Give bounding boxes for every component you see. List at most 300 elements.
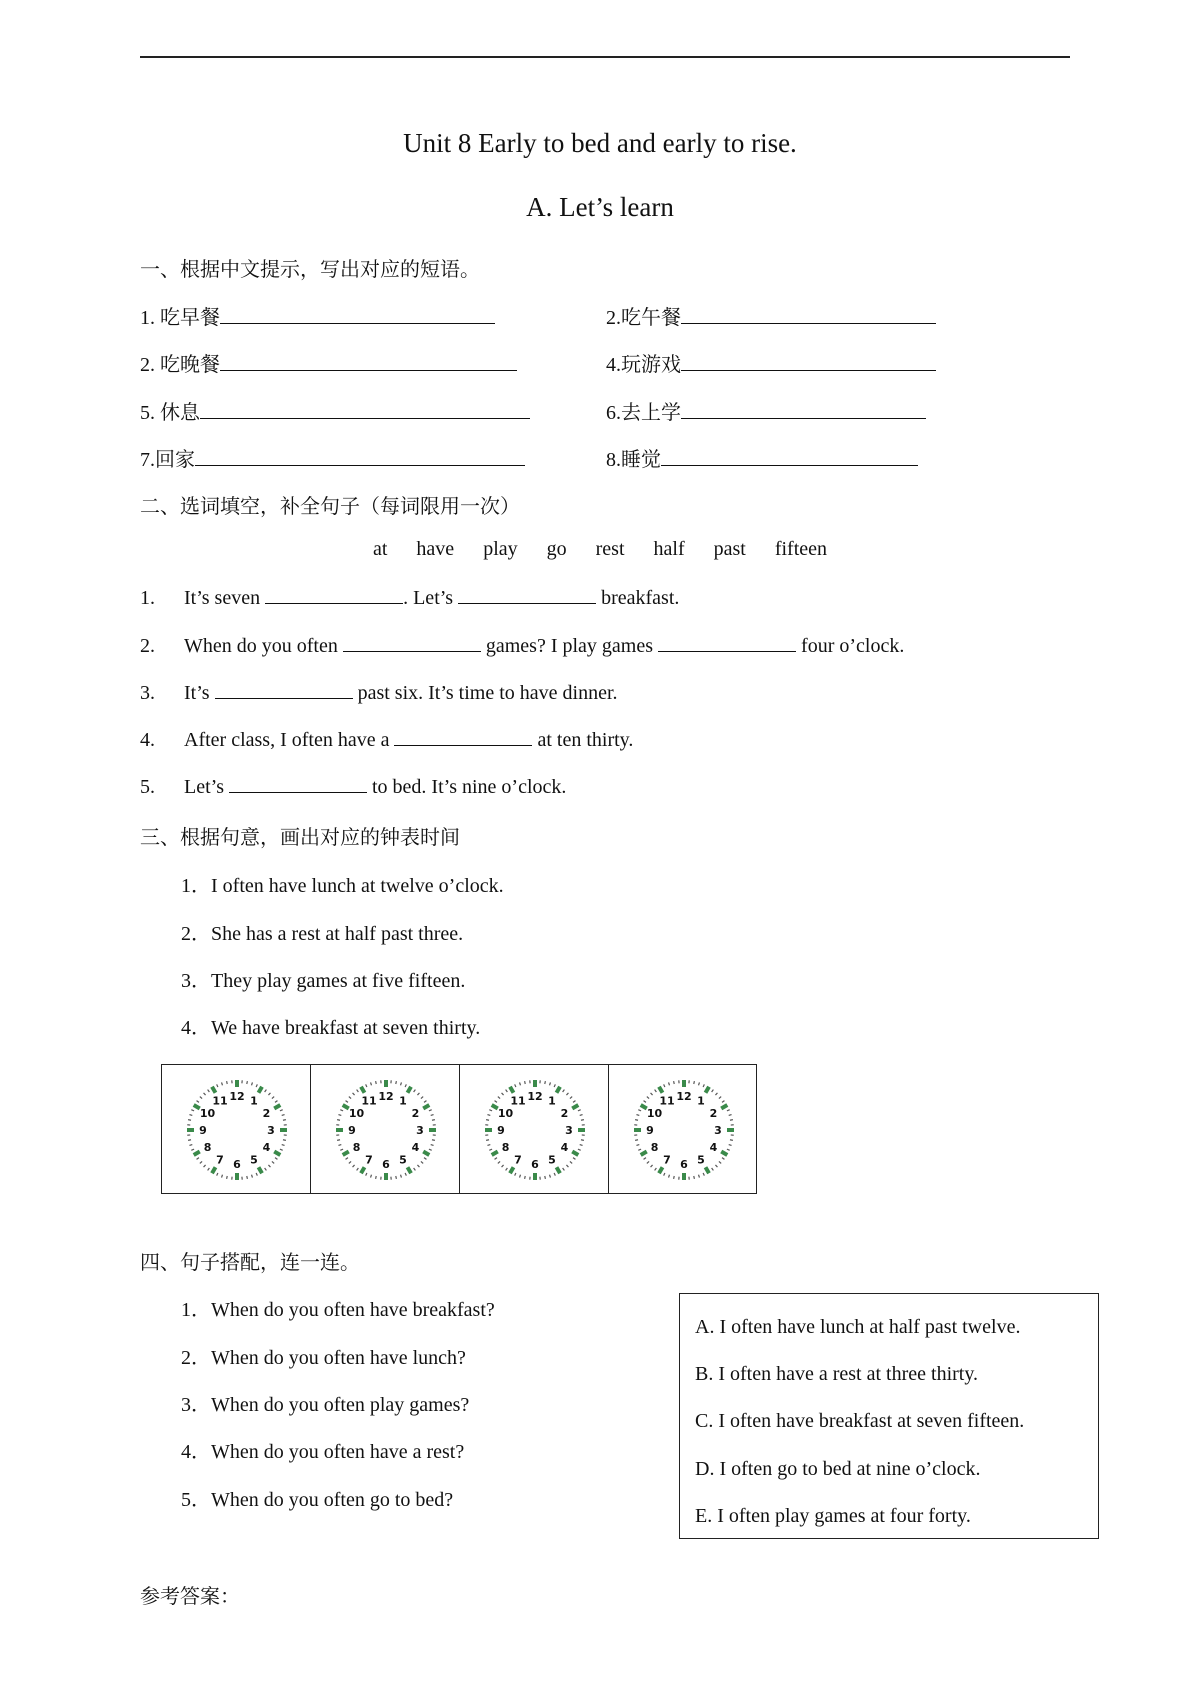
- word-bank-item: rest: [595, 538, 625, 560]
- minute-tick: [674, 1176, 675, 1179]
- clock-numeral: 8: [650, 1141, 659, 1154]
- minute-tick: [431, 1145, 434, 1146]
- hour-tick: [361, 1087, 365, 1093]
- minute-tick: [200, 1161, 202, 1163]
- hour-tick: [706, 1087, 710, 1093]
- minute-tick: [197, 1158, 199, 1160]
- minute-tick: [699, 1175, 700, 1178]
- clock-numeral: 7: [514, 1153, 522, 1167]
- answer-key-label: 参考答案：: [140, 1586, 240, 1608]
- minute-tick: [674, 1081, 675, 1084]
- minute-tick: [376, 1176, 377, 1179]
- s1-item-7-blank[interactable]: [195, 447, 525, 466]
- hour-tick: [659, 1167, 663, 1173]
- clock-cell-1: [161, 1064, 311, 1194]
- match-option-e: E. I often play games at four forty.: [695, 1505, 971, 1527]
- minute-tick: [655, 1168, 657, 1170]
- minute-tick: [417, 1093, 419, 1095]
- s2-text: . Let’s: [403, 587, 459, 609]
- minute-tick: [506, 1090, 508, 1092]
- clock-numeral: 8: [203, 1141, 212, 1154]
- s2-text: four o’clock.: [796, 635, 905, 657]
- minute-tick: [204, 1093, 206, 1095]
- section2-heading: 二、选词填空，补全句子（每词限用一次）: [140, 496, 520, 518]
- s2-text: at ten thirty.: [532, 729, 634, 751]
- hour-tick: [557, 1167, 561, 1173]
- clock-face-icon[interactable]: [325, 1077, 447, 1183]
- hour-tick: [423, 1152, 429, 1156]
- minute-tick: [727, 1110, 730, 1111]
- minute-tick: [401, 1082, 402, 1085]
- clock-face-icon[interactable]: [176, 1077, 298, 1183]
- hour-tick: [361, 1167, 365, 1173]
- match-options-box: [679, 1293, 1099, 1539]
- clock-numeral: 4: [262, 1141, 271, 1154]
- minute-tick: [502, 1093, 504, 1095]
- s3-item-4: 4．We have breakfast at seven thirty.: [181, 1017, 481, 1039]
- clock-numeral: 11: [659, 1094, 675, 1108]
- minute-tick: [337, 1120, 340, 1121]
- minute-tick: [280, 1110, 283, 1111]
- hour-tick: [721, 1152, 727, 1156]
- minute-tick: [349, 1097, 351, 1099]
- clock-numeral: 11: [510, 1094, 526, 1108]
- minute-tick: [346, 1158, 348, 1160]
- minute-tick: [729, 1115, 732, 1116]
- clock-cell-4: [608, 1064, 757, 1194]
- minute-tick: [337, 1140, 340, 1141]
- s1-item-3-blank[interactable]: [220, 352, 517, 371]
- hour-tick: [408, 1167, 412, 1173]
- minute-tick: [283, 1140, 286, 1141]
- minute-tick: [489, 1110, 492, 1111]
- fill-blank[interactable]: [215, 680, 353, 699]
- hour-tick: [343, 1105, 349, 1109]
- minute-tick: [647, 1097, 649, 1099]
- minute-tick: [275, 1101, 277, 1103]
- s1-item-7: [140, 443, 525, 472]
- hour-tick: [212, 1167, 216, 1173]
- fill-blank[interactable]: [658, 633, 796, 652]
- section3-heading: 三、根据句意，画出对应的钟表时间: [140, 827, 460, 849]
- s2-text: to bed. It’s nine o’clock.: [367, 776, 567, 798]
- clock-cell-3: [459, 1064, 609, 1194]
- minute-tick: [208, 1090, 210, 1092]
- clock-numeral: 5: [399, 1153, 407, 1167]
- fill-blank[interactable]: [394, 727, 532, 746]
- minute-tick: [638, 1149, 641, 1150]
- minute-tick: [414, 1168, 416, 1170]
- clock-numeral: 2: [411, 1107, 420, 1120]
- minute-tick: [338, 1145, 341, 1146]
- section4-heading: 四、句子搭配，连一连。: [140, 1252, 360, 1274]
- minute-tick: [495, 1101, 497, 1103]
- minute-tick: [396, 1081, 397, 1084]
- minute-tick: [424, 1101, 426, 1103]
- s2-text: When do you often: [184, 635, 343, 657]
- s1-item-8: [606, 443, 918, 472]
- word-bank-item: go: [546, 538, 567, 560]
- minute-tick: [417, 1165, 419, 1167]
- s3-item-1: 1．I often have lunch at twelve o’clock.: [181, 875, 504, 897]
- minute-tick: [636, 1115, 639, 1116]
- clock-numeral: 8: [352, 1141, 361, 1154]
- minute-tick: [424, 1158, 426, 1160]
- fill-blank[interactable]: [229, 774, 367, 793]
- minute-tick: [431, 1115, 434, 1116]
- s2-num: 3.: [140, 682, 155, 704]
- clock-numeral: 9: [646, 1124, 654, 1137]
- hour-tick: [572, 1152, 578, 1156]
- minute-tick: [703, 1173, 704, 1176]
- s4-question-3: 3．When do you often play games?: [181, 1394, 470, 1416]
- minute-tick: [265, 1168, 267, 1170]
- s1-item-5-label: 5. 休息: [140, 402, 200, 424]
- hour-tick: [343, 1152, 349, 1156]
- hour-tick: [721, 1105, 727, 1109]
- minute-tick: [570, 1097, 572, 1099]
- word-bank-item: half: [653, 538, 685, 560]
- clock-numeral: 2: [709, 1107, 718, 1120]
- minute-tick: [554, 1173, 555, 1176]
- minute-tick: [189, 1145, 192, 1146]
- clock-numeral: 9: [348, 1124, 356, 1137]
- clock-numeral: 7: [663, 1153, 671, 1167]
- hour-tick: [557, 1087, 561, 1093]
- s1-item-4: [606, 348, 936, 377]
- minute-tick: [730, 1120, 733, 1121]
- s1-item-8-label: 8.睡觉: [606, 449, 661, 471]
- minute-tick: [655, 1090, 657, 1092]
- minute-tick: [699, 1082, 700, 1085]
- minute-tick: [581, 1120, 584, 1121]
- minute-tick: [636, 1145, 639, 1146]
- minute-tick: [247, 1176, 248, 1179]
- match-option-c: C. I often have breakfast at seven fifteen.: [695, 1410, 1025, 1432]
- minute-tick: [489, 1149, 492, 1150]
- minute-tick: [669, 1082, 670, 1085]
- minute-tick: [268, 1093, 270, 1095]
- clock-numeral: 6: [680, 1158, 688, 1171]
- clock-numeral: 2: [262, 1107, 271, 1120]
- minute-tick: [644, 1158, 646, 1160]
- minute-tick: [498, 1161, 500, 1163]
- minute-tick: [727, 1149, 730, 1150]
- minute-tick: [349, 1161, 351, 1163]
- s1-item-7-label: 7.回家: [140, 449, 195, 471]
- clock-numeral: 6: [233, 1158, 241, 1171]
- clock-face-icon[interactable]: [474, 1077, 596, 1183]
- minute-tick: [189, 1115, 192, 1116]
- s2-text: past six. It’s time to have dinner.: [352, 682, 618, 704]
- minute-tick: [635, 1140, 638, 1141]
- hour-tick: [194, 1152, 200, 1156]
- s1-item-3: [140, 348, 517, 377]
- fill-blank[interactable]: [343, 633, 481, 652]
- section1-heading: 一、根据中文提示，写出对应的短语。: [140, 259, 480, 281]
- minute-tick: [204, 1165, 206, 1167]
- s2-num: 2.: [140, 635, 155, 657]
- minute-tick: [282, 1145, 285, 1146]
- minute-tick: [338, 1115, 341, 1116]
- minute-tick: [525, 1176, 526, 1179]
- minute-tick: [545, 1081, 546, 1084]
- s2-sentence-5: [140, 774, 566, 799]
- s2-sentence-3: [140, 680, 618, 705]
- fill-blank[interactable]: [458, 585, 596, 604]
- minute-tick: [283, 1120, 286, 1121]
- minute-tick: [694, 1176, 695, 1179]
- minute-tick: [282, 1115, 285, 1116]
- minute-tick: [421, 1161, 423, 1163]
- clock-numeral: 3: [714, 1124, 722, 1137]
- minute-tick: [573, 1101, 575, 1103]
- top-rule: [140, 56, 1070, 58]
- s1-item-3-label: 2. 吃晚餐: [140, 354, 220, 376]
- minute-tick: [272, 1161, 274, 1163]
- minute-tick: [357, 1090, 359, 1092]
- minute-tick: [197, 1101, 199, 1103]
- minute-tick: [346, 1101, 348, 1103]
- hour-tick: [492, 1105, 498, 1109]
- hour-tick: [659, 1087, 663, 1093]
- s4-question-4: 4．When do you often have a rest?: [181, 1441, 465, 1463]
- minute-tick: [486, 1140, 489, 1141]
- minute-tick: [188, 1140, 191, 1141]
- s1-item-2: [606, 301, 936, 330]
- match-option-a: A. I often have lunch at half past twelve.: [695, 1316, 1021, 1338]
- minute-tick: [719, 1097, 721, 1099]
- word-bank: [0, 538, 1200, 561]
- clock-numeral: 9: [199, 1124, 207, 1137]
- minute-tick: [222, 1082, 223, 1085]
- clock-numeral: 1: [399, 1094, 407, 1108]
- word-bank-item: fifteen: [774, 538, 828, 560]
- clock-numeral: 12: [378, 1090, 394, 1103]
- minute-tick: [191, 1110, 194, 1111]
- minute-tick: [545, 1176, 546, 1179]
- minute-tick: [222, 1175, 223, 1178]
- clock-numeral: 4: [411, 1141, 420, 1154]
- minute-tick: [265, 1090, 267, 1092]
- hour-tick: [510, 1167, 514, 1173]
- s1-item-2-label: 2.吃午餐: [606, 307, 681, 329]
- minute-tick: [396, 1176, 397, 1179]
- minute-tick: [573, 1158, 575, 1160]
- minute-tick: [191, 1149, 194, 1150]
- word-bank-item: at: [372, 538, 388, 560]
- clock-numeral: 10: [348, 1107, 365, 1120]
- minute-tick: [487, 1145, 490, 1146]
- minute-tick: [371, 1175, 372, 1178]
- minute-tick: [486, 1120, 489, 1121]
- minute-tick: [256, 1173, 257, 1176]
- s2-text: After class, I often have a: [184, 729, 395, 751]
- minute-tick: [694, 1081, 695, 1084]
- s2-text: games? I play games: [480, 635, 659, 657]
- minute-tick: [550, 1082, 551, 1085]
- s2-text: It’s: [184, 682, 215, 704]
- s1-item-8-blank[interactable]: [661, 447, 918, 466]
- minute-tick: [506, 1168, 508, 1170]
- minute-tick: [495, 1158, 497, 1160]
- minute-tick: [487, 1115, 490, 1116]
- minute-tick: [664, 1173, 665, 1176]
- minute-tick: [200, 1097, 202, 1099]
- minute-tick: [715, 1165, 717, 1167]
- clock-numeral: 11: [212, 1094, 228, 1108]
- minute-tick: [275, 1158, 277, 1160]
- hour-tick: [492, 1152, 498, 1156]
- hour-tick: [194, 1105, 200, 1109]
- s1-item-1-blank[interactable]: [220, 305, 495, 324]
- hour-tick: [274, 1152, 280, 1156]
- s1-item-5-blank[interactable]: [200, 400, 530, 419]
- minute-tick: [664, 1084, 665, 1087]
- minute-tick: [730, 1140, 733, 1141]
- s3-item-3: 3．They play games at five fifteen.: [181, 970, 466, 992]
- minute-tick: [227, 1176, 228, 1179]
- minute-tick: [580, 1115, 583, 1116]
- minute-tick: [729, 1145, 732, 1146]
- hour-tick: [423, 1105, 429, 1109]
- minute-tick: [644, 1101, 646, 1103]
- s4-question-1: 1．When do you often have breakfast?: [181, 1299, 495, 1321]
- minute-tick: [578, 1149, 581, 1150]
- clock-numeral: 2: [560, 1107, 569, 1120]
- minute-tick: [340, 1149, 343, 1150]
- s3-item-2: 2．She has a rest at half past three.: [181, 923, 464, 945]
- minute-tick: [581, 1140, 584, 1141]
- minute-tick: [570, 1161, 572, 1163]
- minute-tick: [502, 1165, 504, 1167]
- s2-text: breakfast.: [596, 587, 680, 609]
- minute-tick: [520, 1175, 521, 1178]
- minute-tick: [703, 1084, 704, 1087]
- clock-numeral: 12: [527, 1090, 543, 1103]
- minute-tick: [566, 1165, 568, 1167]
- clock-numeral: 4: [560, 1141, 569, 1154]
- minute-tick: [712, 1168, 714, 1170]
- word-bank-item: have: [416, 538, 455, 560]
- clock-numeral: 5: [697, 1153, 705, 1167]
- minute-tick: [722, 1101, 724, 1103]
- minute-tick: [525, 1081, 526, 1084]
- s1-item-6-blank[interactable]: [681, 400, 926, 419]
- s1-item-6-label: 6.去上学: [606, 402, 681, 424]
- minute-tick: [566, 1093, 568, 1095]
- hour-tick: [408, 1087, 412, 1093]
- minute-tick: [712, 1090, 714, 1092]
- minute-tick: [340, 1110, 343, 1111]
- minute-tick: [647, 1161, 649, 1163]
- fill-blank[interactable]: [265, 585, 403, 604]
- minute-tick: [371, 1082, 372, 1085]
- minute-tick: [188, 1120, 191, 1121]
- minute-tick: [247, 1081, 248, 1084]
- s2-sentence-1: [140, 585, 679, 610]
- page-subtitle: A. Let’s learn: [526, 192, 674, 222]
- clock-numeral: 7: [216, 1153, 224, 1167]
- clock-numeral: 10: [497, 1107, 514, 1120]
- s4-question-2: 2．When do you often have lunch?: [181, 1347, 466, 1369]
- s2-num: 4.: [140, 729, 155, 751]
- s2-num: 1.: [140, 587, 155, 609]
- minute-tick: [353, 1093, 355, 1095]
- s1-item-4-blank[interactable]: [681, 352, 936, 371]
- clock-numeral: 11: [361, 1094, 377, 1108]
- clock-numeral: 3: [267, 1124, 275, 1137]
- minute-tick: [719, 1161, 721, 1163]
- s1-item-4-label: 4.玩游戏: [606, 354, 681, 376]
- minute-tick: [722, 1158, 724, 1160]
- minute-tick: [401, 1175, 402, 1178]
- s1-item-5: [140, 396, 530, 425]
- match-option-d: D. I often go to bed at nine o’clock.: [695, 1458, 981, 1480]
- s2-sentence-2: [140, 633, 904, 658]
- minute-tick: [252, 1082, 253, 1085]
- word-bank-item: past: [713, 538, 746, 560]
- s2-num: 5.: [140, 776, 155, 798]
- clock-numeral: 12: [676, 1090, 692, 1103]
- clock-numeral: 12: [229, 1090, 245, 1103]
- clock-cell-2: [310, 1064, 460, 1194]
- minute-tick: [498, 1097, 500, 1099]
- minute-tick: [515, 1173, 516, 1176]
- minute-tick: [651, 1165, 653, 1167]
- clock-numeral: 6: [531, 1158, 539, 1171]
- clock-numeral: 9: [497, 1124, 505, 1137]
- minute-tick: [357, 1168, 359, 1170]
- minute-tick: [268, 1165, 270, 1167]
- hour-tick: [572, 1105, 578, 1109]
- s1-item-1: [140, 301, 495, 330]
- clock-numeral: 1: [548, 1094, 556, 1108]
- minute-tick: [414, 1090, 416, 1092]
- clock-numeral: 5: [548, 1153, 556, 1167]
- hour-tick: [259, 1087, 263, 1093]
- minute-tick: [715, 1093, 717, 1095]
- match-option-b: B. I often have a rest at three thirty.: [695, 1363, 979, 1385]
- hour-tick: [641, 1105, 647, 1109]
- minute-tick: [563, 1090, 565, 1092]
- s4-question-5: 5．When do you often go to bed?: [181, 1489, 454, 1511]
- minute-tick: [421, 1097, 423, 1099]
- clock-numeral: 4: [709, 1141, 718, 1154]
- clock-numeral: 8: [501, 1141, 510, 1154]
- minute-tick: [208, 1168, 210, 1170]
- clock-face-icon[interactable]: [623, 1077, 745, 1183]
- minute-tick: [669, 1175, 670, 1178]
- minute-tick: [554, 1084, 555, 1087]
- minute-tick: [432, 1140, 435, 1141]
- hour-tick: [274, 1105, 280, 1109]
- minute-tick: [227, 1081, 228, 1084]
- s1-item-2-blank[interactable]: [681, 305, 936, 324]
- minute-tick: [376, 1081, 377, 1084]
- s1-item-6: [606, 396, 926, 425]
- s1-item-1-label: 1. 吃早餐: [140, 307, 220, 329]
- hour-tick: [706, 1167, 710, 1173]
- minute-tick: [405, 1084, 406, 1087]
- minute-tick: [366, 1173, 367, 1176]
- minute-tick: [429, 1149, 432, 1150]
- clock-numeral: 10: [646, 1107, 663, 1120]
- s2-sentence-4: [140, 727, 633, 752]
- minute-tick: [432, 1120, 435, 1121]
- clock-numeral: 3: [416, 1124, 424, 1137]
- minute-tick: [217, 1173, 218, 1176]
